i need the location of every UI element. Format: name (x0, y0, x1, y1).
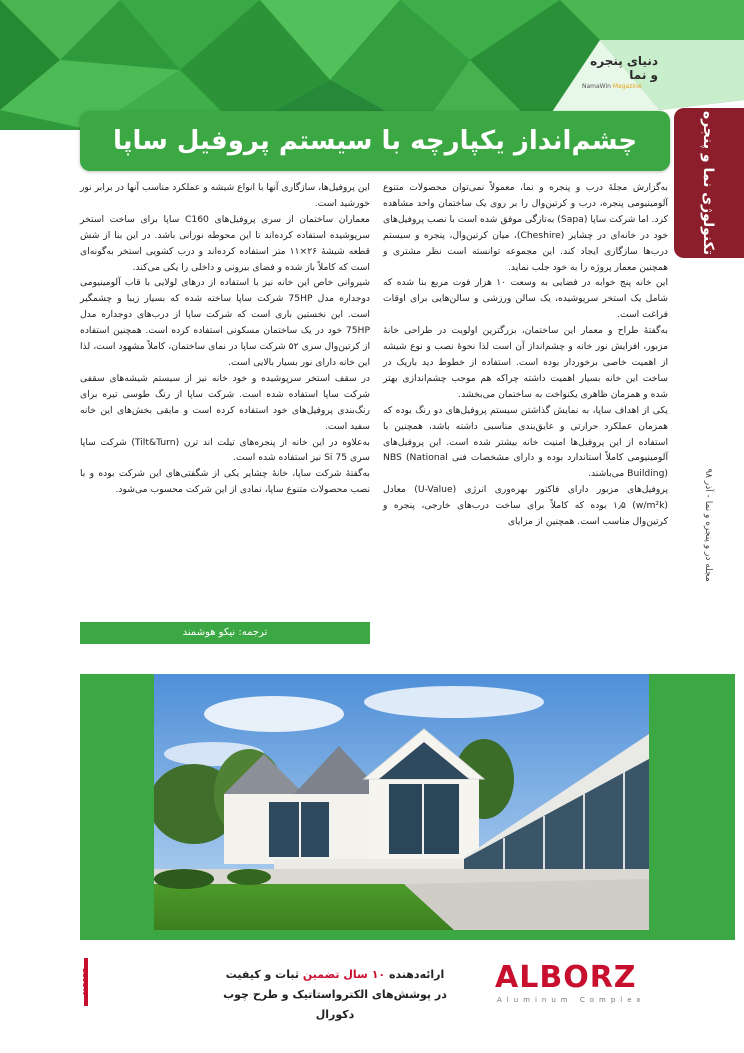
magazine-logo-persian: دنیای پنجره و نما (590, 54, 658, 82)
paragraph: به‌گفتهٔ شرکت ساپا، خانهٔ چشایر یکی از شگفتی‌های این شرکت بوده و با نصب محصولات متنوع ساپا، نمادی از این شرکت محسوب می‌شود. (80, 468, 370, 496)
house-photo (154, 674, 649, 930)
article-column-left (80, 180, 370, 610)
magazine-logo-english: NamaWin Magazine (582, 83, 642, 90)
section-tab-label: تکنولوژی نما و پنجره (700, 110, 716, 256)
paragraph: شیروانی خاص این خانه نیز با استفاده از درهای لولایی با قاب آلومینیومی دوجداره مدل 75HP شرکت ساپا ساخته شده که بسیار زیبا و چشمگیر است. این نخستین باری است که شرکت ساپا از درب‌های دوجداره مدل 75HP خود در یک ساختمان مسکونی استفاده کرده است. همچنین استفاده از کرتین‌وال سری ۵۲ شرکت ساپا در نمای ساختمان، کاملاً مشهود است، لذا این خانه دارای نور بسیار بالایی است. (80, 277, 371, 368)
magazine-issue-label: مجله در و پنجره و نما - آذر ۹۸ (703, 468, 713, 582)
paragraph: به‌گزارش مجلهٔ درب و پنجره و نما، معمولاً نمی‌توان محصولات متنوع آلومینیومی پنجره، درب و کرتین‌وال را بر روی یک ساختمان واحد مشاهده کرد. اما شرکت ساپا (Sapa) به‌تازگی موفق شده است با نصب پروفیل‌های خود در خانه‌ای در چشایر (Cheshire)، میان کرتین‌وال، پنجره و سیستم درب‌ها سازگاری ایجاد کند. این مجموعه توانسته است نظر مشتری و همچنین معمار پروژه را به خود جلب نماید. (383, 182, 668, 273)
ad-vertical-brand (78, 958, 94, 1006)
paragraph: این پروفیل‌ها، سازگاری آنها با انواع شیشه و عملکرد مناسب آنها در برابر نور خورشید است. (80, 182, 370, 209)
paragraph: این خانه پنج خوابه در فضایی به وسعت ۱۰ هزار فوت مربع بنا شده که شامل یک استخر سرپوشیده، یک سالن ورزشی و سالن‌هایی برای اوقات فراغت است. (383, 277, 668, 321)
paragraph: در سقف استخر سرپوشیده و خود خانه نیز از سیستم شیشه‌های سقفی شرکت ساپا استفاده شده است. شرکت ساپا از رنگ طوسی تیره برای رنگ‌بندی پروفیل‌های خود استفاده کرده است و مابقی بخش‌های این خانه سفید است. (80, 372, 370, 432)
alborz-brand: ALBORZ (495, 960, 637, 995)
ad-slogan-line-2: در پوشش‌های الکترواستاتیک و طرح چوب دکورال (223, 988, 447, 1021)
alborz-subtitle: Aluminum Complex (497, 996, 646, 1004)
paragraph: به‌گفتهٔ طراح و معمار این ساختمان، بزرگترین اولویت در طراحی خانهٔ مزبور، افزایش نور خانه و چشم‌انداز آن است لذا نحوهٔ نصب و نوع شیشه از اهمیت خاصی برخوردار بوده است. استفاده از خطوط دید باریک در ساخت این خانه بسیار اهمیت داشته چراکه هم موجب چشم‌اندازی بهتر شده و همزمان ظاهری یکنواخت به ساختمان می‌بخشد. (383, 325, 668, 400)
alborz-logo (495, 962, 665, 1008)
article-title: چشم‌انداز یکپارچه با سیستم پروفیل ساپا (112, 126, 638, 156)
article-column-right (383, 180, 668, 635)
ad-slogan-line-1: ارائه‌دهنده ۱۰ سال تضمین ثبات و کیفیت (225, 968, 445, 981)
ad-slogan (210, 965, 460, 1025)
paragraph: معماران ساختمان از سری پروفیل‌های C160 ساپا برای ساخت استخر سرپوشیده استفاده کرده‌اند تا این محوطه نورانی باشد. در این بنا از شش قطعه شیشهٔ ۲۶×۱۱ متر استفاده کرده‌اند و درب کشویی استخر به‌گونه‌ای است که کاملاً باز شده و فضای بیرونی و داخلی را یکی می‌کند. (80, 213, 370, 273)
magazine-logo (582, 54, 658, 90)
paragraph: به‌علاوه در این خانه از پنجره‌های تیلت اند ترن (Tilt&Turn) شرکت ساپا سری 75 Si نیز استفاده شده است. (80, 436, 370, 464)
ad-vertical-brand-text: ALBORZ (82, 968, 90, 996)
translator-credit: ترجمه: نیکو هوشمند (80, 622, 370, 644)
paragraph: یکی از اهداف ساپا، به نمایش گذاشتن سیستم پروفیل‌های دو رنگ بوده که همزمان عملکرد حرارتی و عایق‌بندی مناسبی داشته باشد، همچنین با استفاده از این پروفیل‌ها امنیت خانه بیشتر شده است. این پروفیل‌های آلومینیومی کاملاً استاندارد بوده و دارای مشخصات فنی NBS (National Building) می‌باشند. (383, 404, 668, 480)
paragraph: پروفیل‌های مزبور دارای فاکتور بهره‌وری انرژی (U-Value) معادل (w/m²k) ۱٫۵ بوده که کاملاً برای ساخت درب‌های خارجی، پنجره و کرتین‌وال مناسب است. همچنین از مزایای (383, 484, 668, 528)
